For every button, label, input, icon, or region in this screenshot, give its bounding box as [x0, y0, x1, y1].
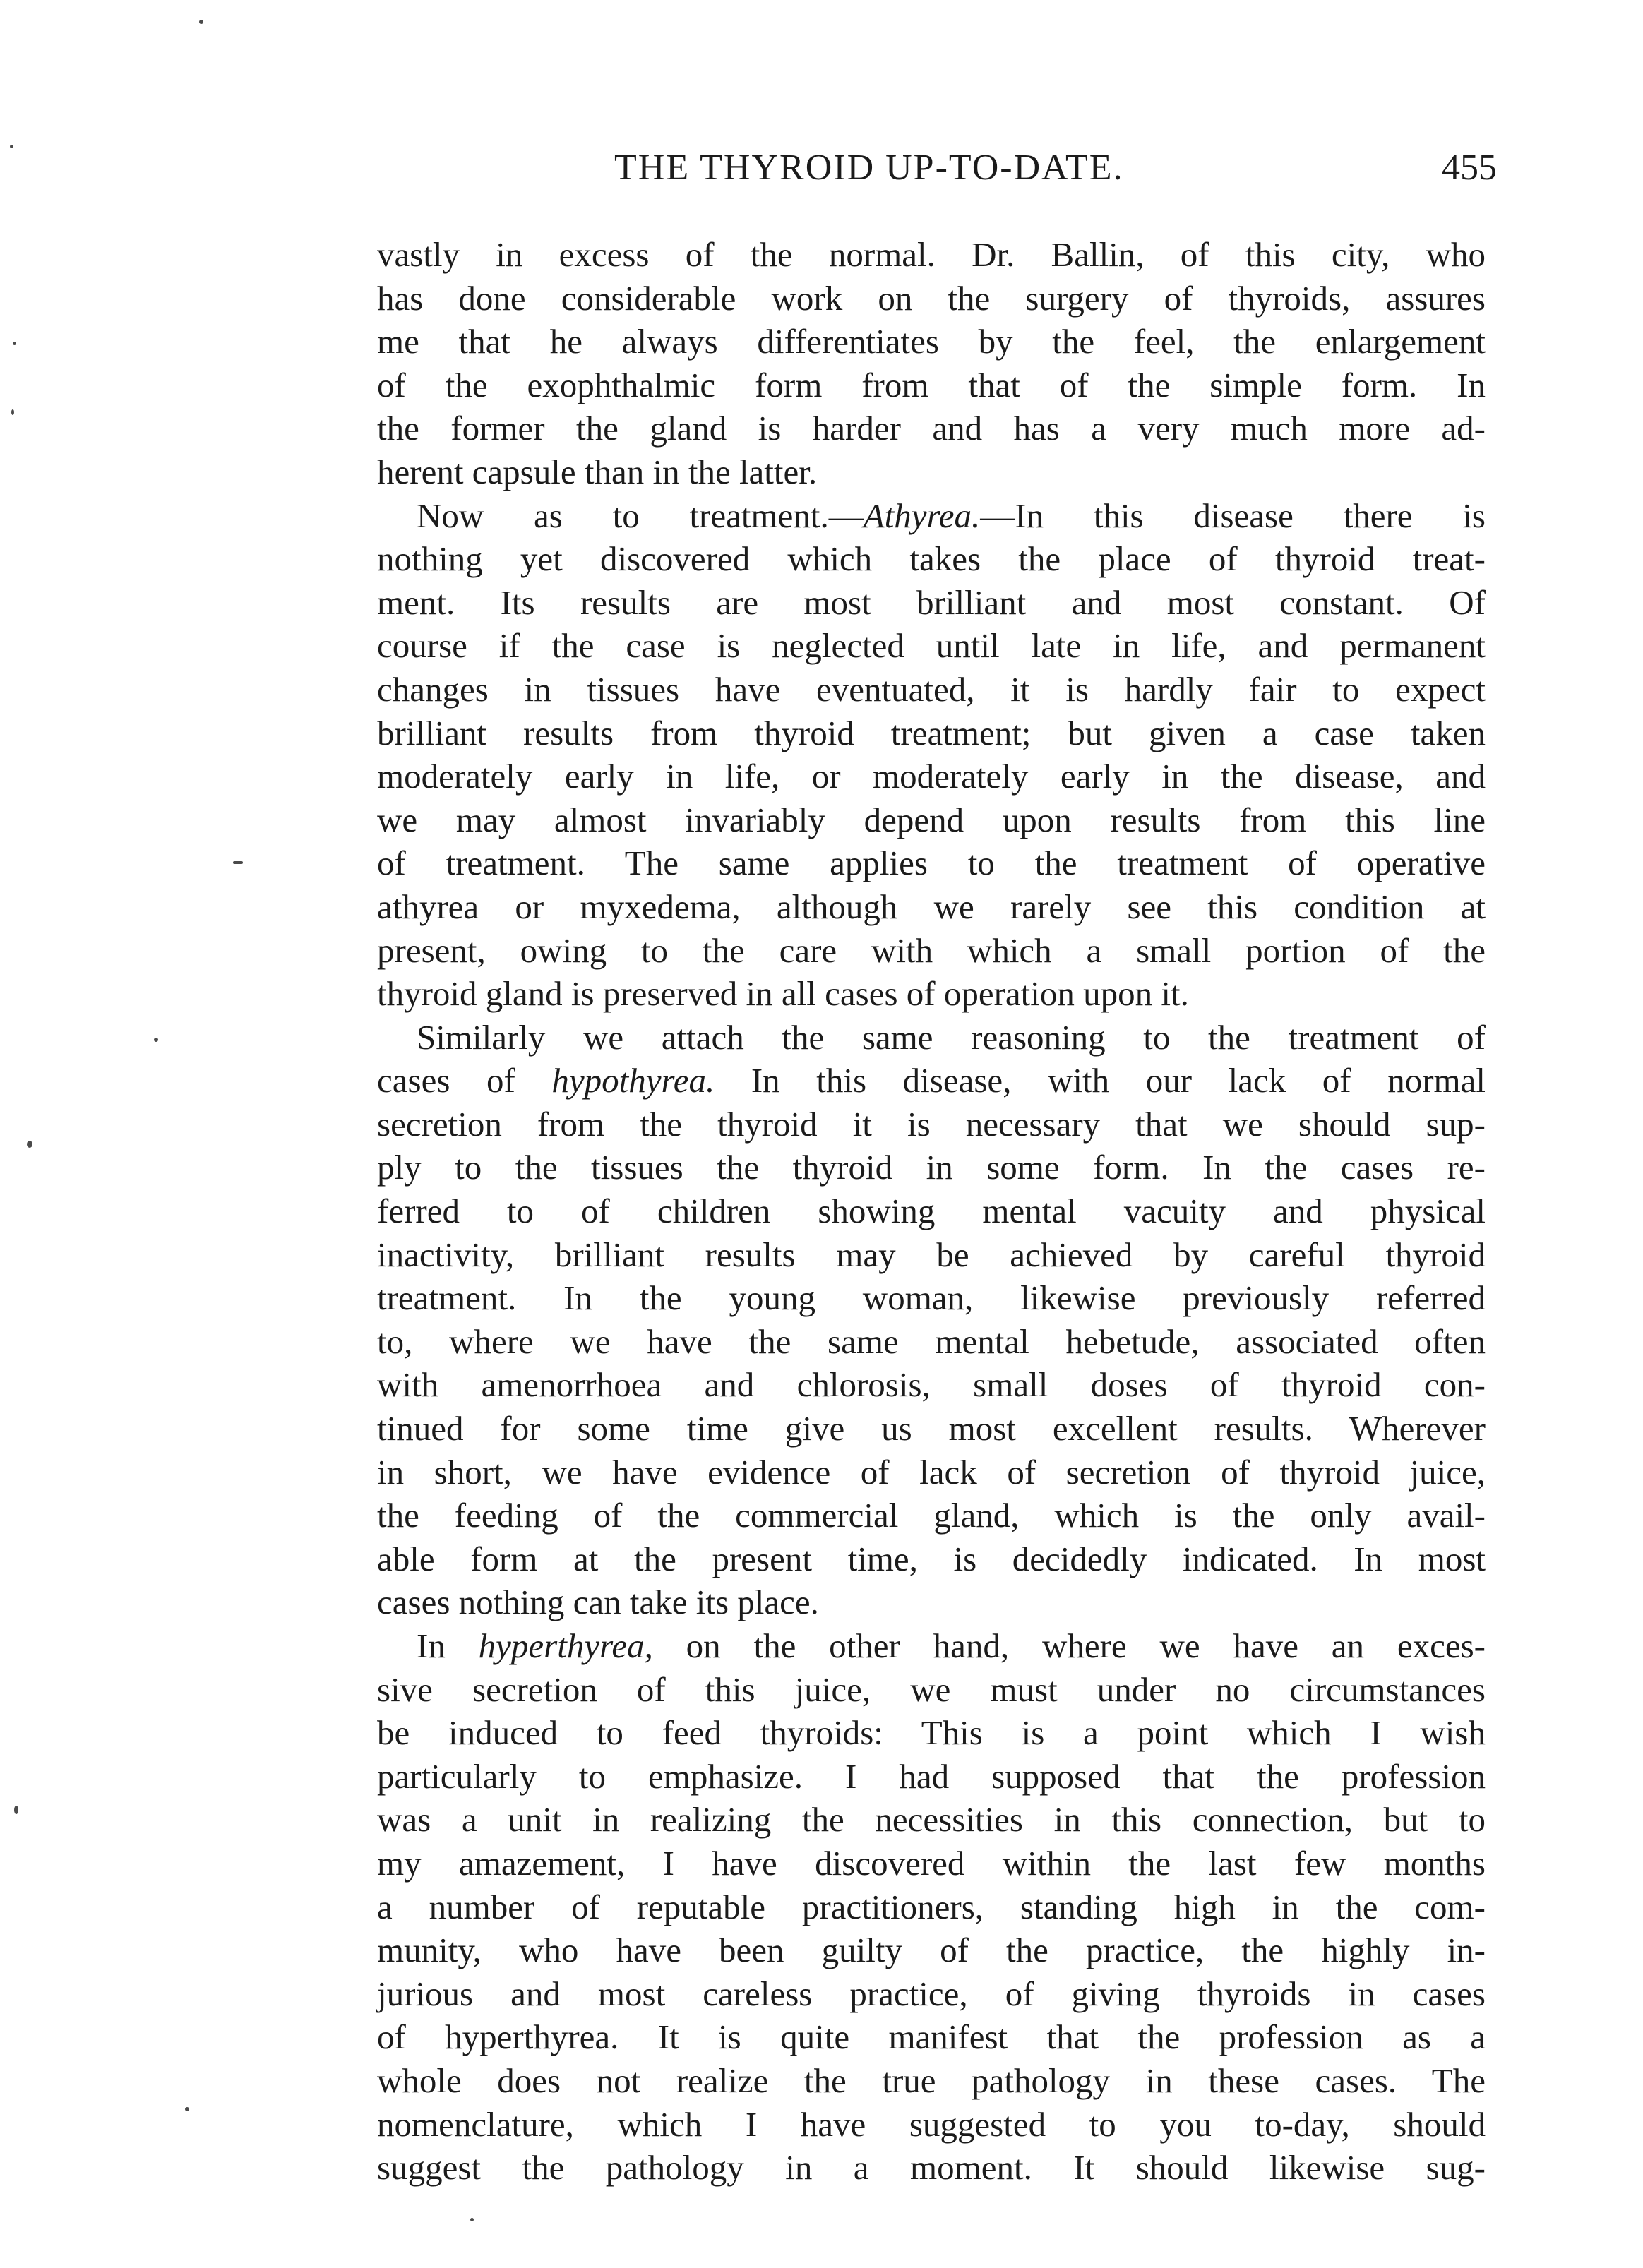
text-line: was a unit in realizing the necessities in this connection, but to — [377, 1800, 1486, 1840]
text-line: the former the gland is harder and has a very much more ad- — [377, 409, 1486, 448]
text-line: ment. Its results are most brilliant and most constant. Of — [377, 582, 1486, 622]
text-line: course if the case is neglected until late in life, and permanent — [377, 626, 1486, 666]
text-line: ferred to of children showing mental vacuity and physical — [377, 1192, 1486, 1231]
running-head — [374, 147, 1497, 196]
text-line: sive secretion of this juice, we must under no circumstances — [377, 1669, 1486, 1709]
text-line: athyrea or myxedema, although we rarely see this condition at — [377, 887, 1486, 926]
text-line: of hyperthyrea. It is quite manifest that the profession as a — [377, 2017, 1486, 2057]
text-line: thyroid gland is preserved in all cases of operation upon it. — [377, 974, 1189, 1014]
text-line: secretion from the thyroid it is necessary that we should sup- — [377, 1104, 1486, 1144]
text-line: Now as to treatment.—Athyrea.—In this disease there is — [417, 496, 1486, 535]
text-line: particularly to emphasize. I had supposed that the profession — [377, 1756, 1486, 1796]
scan-speck — [27, 1141, 32, 1148]
text-line: whole does not realize the true pathology in these cases. The — [377, 2060, 1486, 2100]
text-line: be induced to feed thyroids: This is a point which I wish — [377, 1713, 1486, 1753]
text-line: of treatment. The same applies to the treatment of operative — [377, 844, 1486, 883]
text-line: a number of reputable practitioners, standing high in the com- — [377, 1887, 1486, 1926]
text-line: In hyperthyrea, on the other hand, where we have an exces- — [417, 1626, 1486, 1665]
text-line: to, where we have the same mental hebetude, associated often — [377, 1321, 1486, 1361]
body-text — [377, 233, 1486, 2190]
term-hyperthyrea: hyperthyrea, — [478, 1626, 653, 1665]
text-line: present, owing to the care with which a small portion of the — [377, 930, 1486, 970]
text-line: of the exophthalmic form from that of the simple form. In — [377, 365, 1486, 404]
text-line: nomenclature, which I have suggested to you to-day, should — [377, 2104, 1486, 2144]
text-line: tinued for some time give us most excellent results. Wherever — [377, 1409, 1486, 1448]
scan-speck — [14, 1806, 18, 1814]
text-line: moderately early in life, or moderately early in the disease, and — [377, 757, 1486, 796]
text-line: with amenorrhoea and chlorosis, small doses of thyroid con- — [377, 1365, 1486, 1405]
text-line: able form at the present time, is decidedly indicated. In most — [377, 1539, 1486, 1578]
scan-speck — [10, 145, 13, 148]
text-line: brilliant results from thyroid treatment; but given a case taken — [377, 713, 1486, 752]
text-line: in short, we have evidence of lack of secretion of thyroid juice, — [377, 1452, 1486, 1492]
scan-speck — [11, 409, 14, 415]
scan-speck — [199, 20, 203, 24]
text-line: me that he always differentiates by the feel, the enlargement — [377, 322, 1486, 361]
text-line: my amazement, I have discovered within the last few months — [377, 1843, 1486, 1883]
text-line: vastly in excess of the normal. Dr. Ballin, of this city, who — [377, 235, 1486, 274]
scan-speck — [154, 1038, 158, 1042]
text-line: inactivity, brilliant results may be achieved by careful thyroid — [377, 1235, 1486, 1274]
text-line: suggest the pathology in a moment. It should likewise sug- — [377, 2148, 1486, 2188]
term-athyrea: Athyrea. — [863, 496, 981, 535]
text-line: Similarly we attach the same reasoning to the treatment of — [417, 1017, 1486, 1057]
running-title: THE THYROID UP-TO-DATE. — [614, 148, 1124, 188]
scan-speck — [470, 2218, 474, 2221]
scan-speck — [13, 342, 16, 345]
text-line: changes in tissues have eventuated, it is hardly fair to expect — [377, 669, 1486, 709]
text-line: treatment. In the young woman, likewise previously referred — [377, 1278, 1486, 1318]
text-line: we may almost invariably depend upon results from this line — [377, 800, 1486, 839]
text-line: has done considerable work on the surgery of thyroids, assures — [377, 278, 1486, 318]
text-line: ply to the tissues the thyroid in some form. In the cases re- — [377, 1148, 1486, 1187]
text-line: nothing yet discovered which takes the place of thyroid treat- — [377, 539, 1486, 579]
text-line: jurious and most careless practice, of giving thyroids in cases — [377, 1974, 1486, 2013]
text-line: the feeding of the commercial gland, which is the only avail- — [377, 1496, 1486, 1535]
page-number: 455 — [1442, 148, 1497, 188]
text-line: herent capsule than in the latter. — [377, 452, 818, 491]
text-line: cases nothing can take its place. — [377, 1583, 819, 1622]
scan-speck — [185, 2107, 189, 2111]
text-line: cases of hypothyrea. In this disease, with our lack of normal — [377, 1061, 1486, 1100]
term-hypothyrea: hypothyrea. — [551, 1061, 715, 1100]
text-line: munity, who have been guilty of the practice, the highly in- — [377, 1931, 1486, 1970]
scan-speck — [233, 861, 243, 864]
